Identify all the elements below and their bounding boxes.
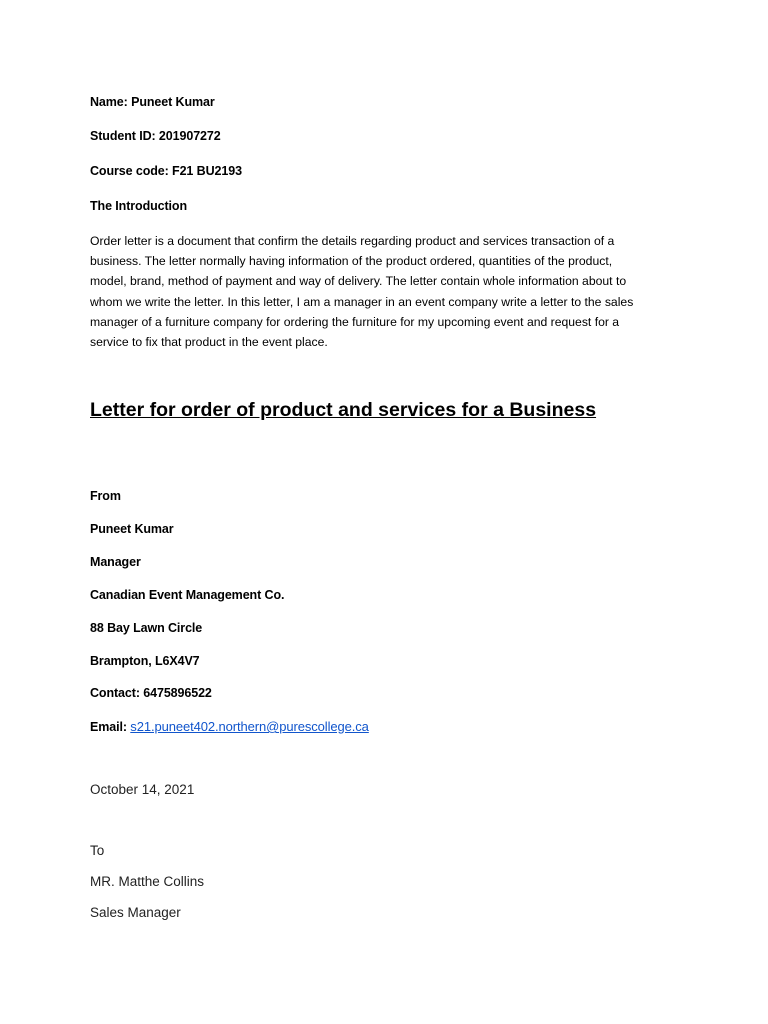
- student-name: Name: Puneet Kumar: [90, 95, 215, 109]
- intro-line: business. The letter normally having information of the product ordered, quantities of the product,: [90, 254, 613, 269]
- student-id: Student ID: 201907272: [90, 129, 221, 143]
- intro-line: service to fix that product in the event place.: [90, 335, 328, 350]
- sender-contact: Contact: 6475896522: [90, 686, 212, 700]
- intro-line: model, brand, method of payment and way of delivery. The letter contain whole information about to: [90, 274, 627, 289]
- sender-email-row: [90, 719, 369, 734]
- letter-date: October 14, 2021: [90, 782, 195, 797]
- sender-name: Puneet Kumar: [90, 522, 174, 536]
- intro-line: manager of a furniture company for ordering the furniture for my upcoming event and request for a: [90, 314, 620, 329]
- sender-company: Canadian Event Management Co.: [90, 588, 285, 602]
- intro-line: whom we write the letter. In this letter, I am a manager in an event company write a letter to the sales: [90, 294, 634, 309]
- recipient-name: MR. Matthe Collins: [90, 874, 205, 889]
- sender-address: 88 Bay Lawn Circle: [90, 621, 203, 635]
- letter-title: Letter for order of product and services for a Business: [90, 399, 597, 421]
- course-code: Course code: F21 BU2193: [90, 164, 242, 178]
- intro-heading: The Introduction: [90, 199, 187, 213]
- recipient-position: Sales Manager: [90, 905, 181, 920]
- to-label: To: [90, 843, 105, 858]
- from-label: From: [90, 489, 121, 503]
- sender-city: Brampton, L6X4V7: [90, 654, 200, 668]
- sender-position: Manager: [90, 555, 141, 569]
- email-link[interactable]: s21.puneet402.northern@purescollege.ca: [130, 719, 369, 734]
- intro-line: Order letter is a document that confirm the details regarding product and services transaction of a: [90, 234, 615, 248]
- intro-paragraph: [90, 231, 670, 352]
- email-label: Email:: [90, 720, 127, 734]
